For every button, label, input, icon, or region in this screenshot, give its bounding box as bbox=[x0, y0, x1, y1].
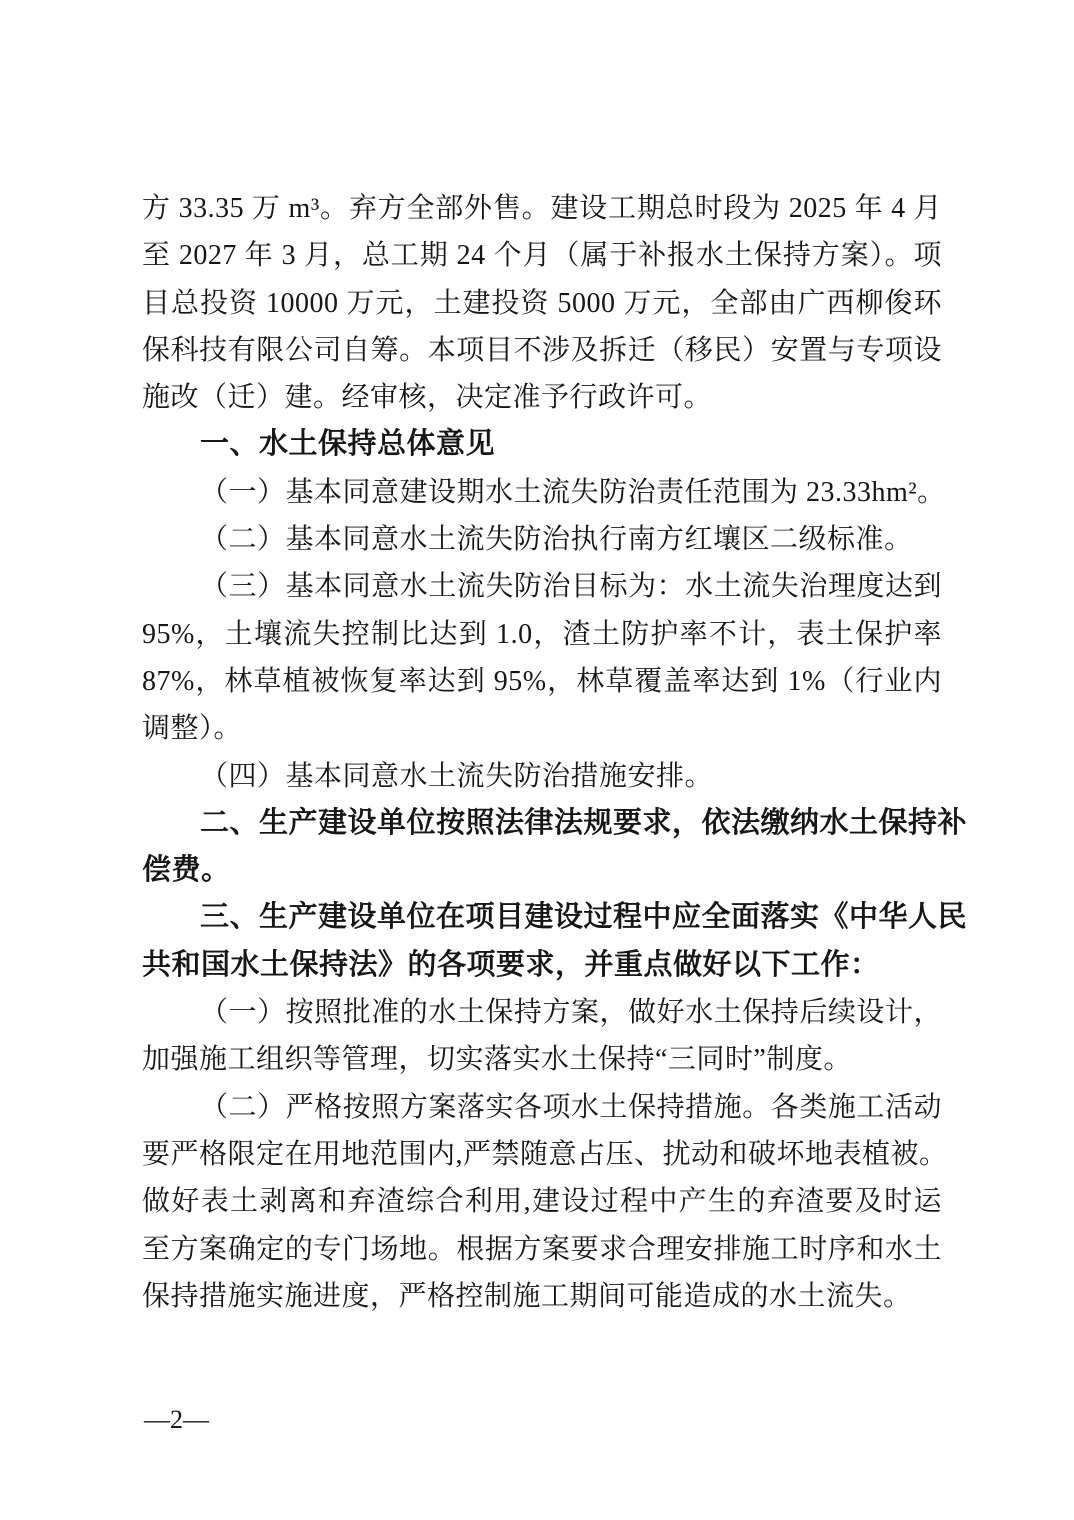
text-line: 要严格限定在用地范围内,严禁随意占压、扰动和破坏地表植被。 bbox=[142, 1138, 948, 1170]
heading-paragraph bbox=[142, 800, 968, 895]
text-line: 至 2027 年 3 月，总工期 24 个月（属于补报水土保持方案）。项 bbox=[142, 240, 942, 272]
text-line: 施改（迁）建。经审核，决定准予行政许可。 bbox=[142, 382, 713, 414]
body-paragraph bbox=[142, 469, 946, 516]
text-line: 共和国水土保持法》的各项要求，并重点做好以下工作： bbox=[142, 948, 880, 981]
text-line: 调整）。 bbox=[142, 713, 243, 745]
text-line: 方 33.35 万 m³。弃方全部外售。建设工期总时段为 2025 年 4 月 bbox=[142, 193, 942, 224]
text-line: 保科技有限公司自筹。本项目不涉及拆迁（移民）安置与专项设 bbox=[142, 334, 942, 366]
text-line: 三、生产建设单位在项目建设过程中应全面落实《中华人民 bbox=[200, 901, 968, 934]
text-line: 至方案确定的专门场地。根据方案要求合理安排施工时序和水土 bbox=[142, 1233, 942, 1265]
body-paragraph bbox=[142, 563, 942, 752]
text-line: 一、水土保持总体意见 bbox=[200, 428, 496, 461]
text-line: （四）基本同意水土流失防治措施安排。 bbox=[200, 760, 714, 792]
body-paragraph bbox=[142, 1084, 948, 1320]
text-line: （一）基本同意建设期水土流失防治责任范围为 23.33hm²。 bbox=[200, 476, 946, 508]
document-body bbox=[142, 185, 968, 1320]
text-line: 保持措施实施进度，严格控制施工期间可能造成的水土流失。 bbox=[142, 1280, 912, 1312]
text-line: 87%，林草植被恢复率达到 95%，林草覆盖率达到 1%（行业内 bbox=[142, 665, 942, 697]
body-paragraph bbox=[142, 516, 942, 563]
text-line: 95%，土壤流失控制比达到 1.0，渣土防护率不计，表土保护率 bbox=[142, 618, 942, 650]
text-line: 偿费。 bbox=[142, 854, 231, 887]
heading-paragraph bbox=[142, 894, 968, 989]
text-line: （二）基本同意水土流失防治执行南方红壤区二级标准。 bbox=[200, 524, 913, 556]
heading-paragraph bbox=[142, 421, 942, 468]
body-paragraph bbox=[142, 989, 942, 1084]
body-paragraph bbox=[142, 185, 942, 421]
page-number: —2— bbox=[144, 1405, 209, 1434]
text-line: 目总投资 10000 万元，土建投资 5000 万元，全部由广西柳俊环 bbox=[142, 287, 942, 319]
text-line: （三）基本同意水土流失防治目标为：水土流失治理度达到 bbox=[200, 571, 942, 603]
text-line: 做好表土剥离和弃渣综合利用,建设过程中产生的弃渣要及时运 bbox=[142, 1186, 942, 1218]
body-paragraph bbox=[142, 753, 942, 800]
text-line: （一）按照批准的水土保持方案，做好水土保持后续设计， bbox=[200, 997, 942, 1029]
text-line: 二、生产建设单位按照法律法规要求，依法缴纳水土保持补 bbox=[200, 806, 968, 839]
text-line: 加强施工组织等管理，切实落实水土保持“三同时”制度。 bbox=[142, 1044, 852, 1076]
text-line: （二）严格按照方案落实各项水土保持措施。各类施工活动 bbox=[200, 1091, 942, 1123]
